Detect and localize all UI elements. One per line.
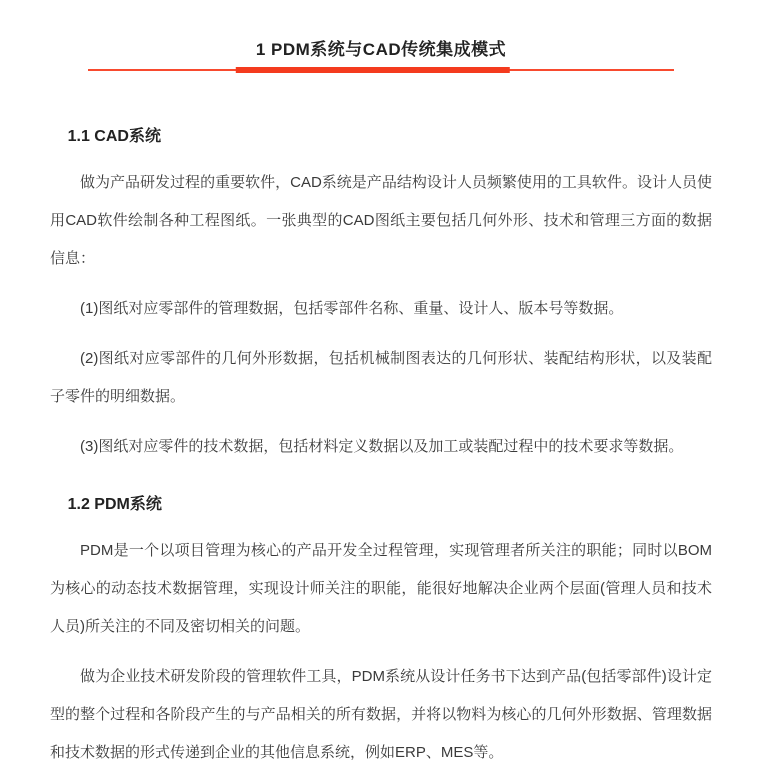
paragraph: 做为产品研发过程的重要软件，CAD系统是产品结构设计人员频繁使用的工具软件。设计人员使用CAD软件绘制各种工程图纸。一张典型的CAD图纸主要包括几何外形、技术和管理三方面的数据信息： (50, 174, 712, 267)
title-underline (80, 66, 682, 74)
paragraph: 做为企业技术研发阶段的管理软件工具，PDM系统从设计任务书下达到产品(包括零部件)设计定型的整个过程和各阶段产生的与产品相关的所有数据，并将以物料为核心的几何外形数据、管理数据和技术数据的形式传递到企业的其他信息系统，例如ERP、MES等。 (50, 668, 712, 760)
list-item-2: (2)图纸对应零部件的几何外形数据，包括机械制图表达的几何形状、装配结构形状，以及装配子零件的明细数据。 (50, 350, 712, 405)
list-item-1: (1)图纸对应零部件的管理数据，包括零部件名称、重量、设计人、版本号等数据。 (80, 300, 624, 317)
section-heading-1-2: 1.2 PDM系统 (67, 496, 162, 513)
list-item-3: (3)图纸对应零件的技术数据，包括材料定义数据以及加工或装配过程中的技术要求等数据。 (80, 438, 684, 455)
title-block (50, 38, 712, 74)
section-heading-1-1: 1.1 CAD系统 (67, 128, 161, 145)
underline-thick-bar (236, 67, 510, 73)
paragraph: PDM是一个以项目管理为核心的产品开发全过程管理，实现管理者所关注的职能；同时以BOM为核心的动态技术数据管理，实现设计师关注的职能，能很好地解决企业两个层面(管理人员和技术人员)所关注的不同及密切相关的问题。 (50, 542, 712, 635)
section-pdm (50, 494, 712, 760)
page-title: 1 PDM系统与CAD传统集成模式 (255, 40, 507, 59)
section-cad (50, 126, 712, 466)
